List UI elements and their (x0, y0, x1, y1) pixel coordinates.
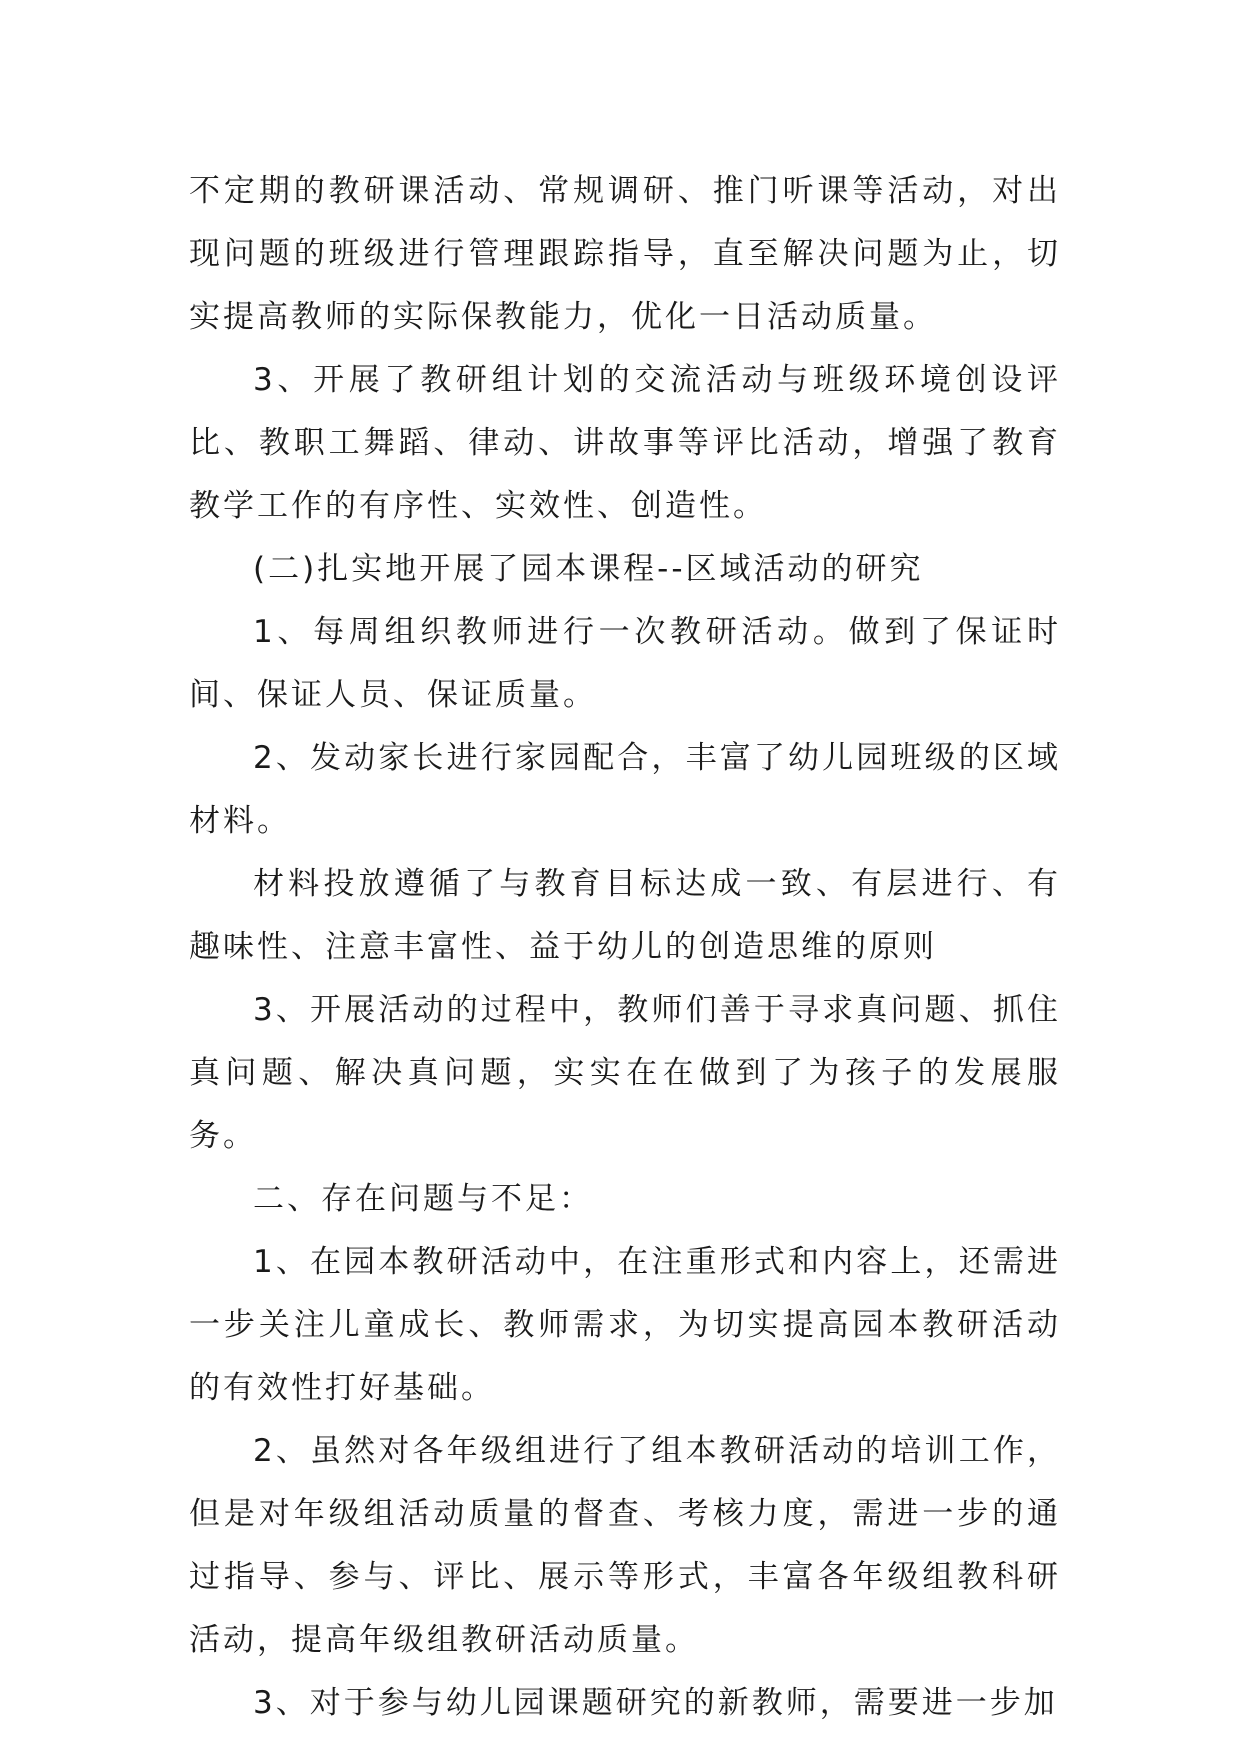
paragraph: 材料投放遵循了与教育目标达成一致、有层进行、有趣味性、注意丰富性、益于幼儿的创造思维的原则 (189, 866, 1061, 965)
paragraph: 不定期的教研课活动、常规调研、推门听课等活动，对出现问题的班级进行管理跟踪指导，直至解决问题为止，切实提高教师的实际保教能力，优化一日活动质量。 (189, 173, 1061, 335)
section-heading: 二、存在问题与不足： (253, 1181, 593, 1217)
section-heading: (二)扎实地开展了园本课程--区域活动的研究 (253, 551, 924, 587)
paragraph: 2、发动家长进行家园配合，丰富了幼儿园班级的区域材料。 (189, 740, 1061, 839)
paragraph: 1、在园本教研活动中，在注重形式和内容上，还需进一步关注儿童成长、教师需求，为切实提高园本教研活动的有效性打好基础。 (189, 1244, 1061, 1406)
paragraph: 3、对于参与幼儿园课题研究的新教师，需要进一步加 (253, 1685, 1058, 1721)
paragraph: 3、开展活动的过程中，教师们善于寻求真问题、抓住真问题、解决真问题，实实在在做到了为孩子的发展服务。 (189, 992, 1061, 1154)
document-body (189, 160, 1061, 1735)
paragraph: 2、虽然对各年级组进行了组本教研活动的培训工作，但是对年级组活动质量的督查、考核力度，需进一步的通过指导、参与、评比、展示等形式，丰富各年级组教科研活动，提高年级组教研活动质量。 (189, 1433, 1061, 1658)
paragraph: 3、开展了教研组计划的交流活动与班级环境创设评比、教职工舞蹈、律动、讲故事等评比活动，增强了教育教学工作的有序性、实效性、创造性。 (189, 362, 1061, 524)
paragraph: 1、每周组织教师进行一次教研活动。做到了保证时间、保证人员、保证质量。 (189, 614, 1061, 713)
